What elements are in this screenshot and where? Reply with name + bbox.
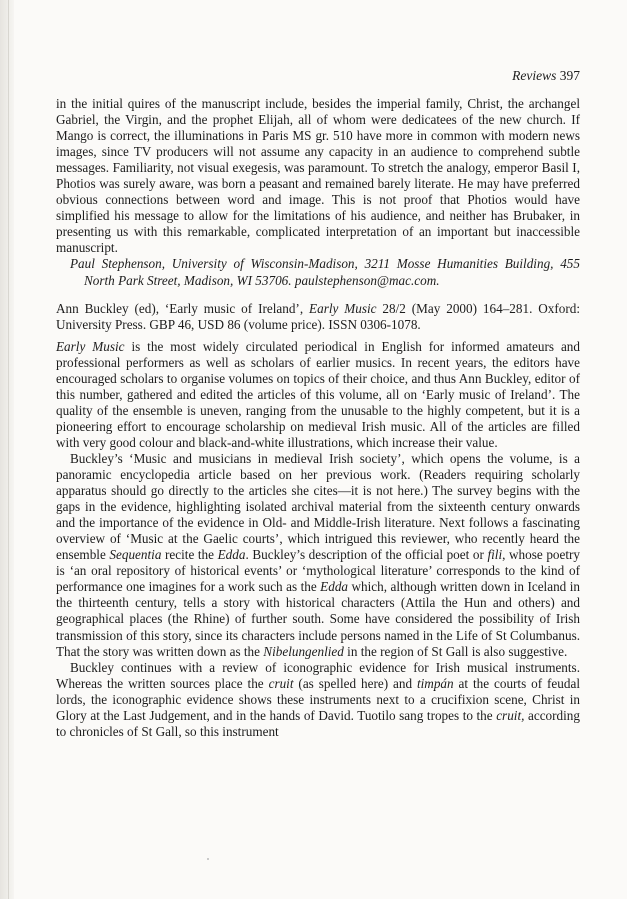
paragraph-text: (as spelled here) and xyxy=(293,675,417,691)
page-number: 397 xyxy=(559,68,580,83)
paragraph-text: is the most widely circulated periodical in English for informed amateurs and professional performers as well as scholars of earlier musics. In recent years, the editors have encouraged scholars to organise volumes on topics of their choice, and thus Ann Buckley, editor of this number, gathered and edited the articles of this volume, all on ‘Early music of Ireland’. The quality of the ensemble is uneven, ranging from the unusable to the highly competent, but it is a pioneering effort to encourage scholarship on medieval Irish music. All of the articles are filled with very good colour and black-and-white illustrations, which increase their value. xyxy=(56,338,580,450)
section-title: Reviews xyxy=(512,68,557,83)
scan-speck xyxy=(207,858,209,860)
paragraph-text: which, although written down in Iceland in the thirteenth century, tells a story with historical characters (Attila the Hun and others) and geographical places (the Rhine) of further south. Some have considered the possibility of Irish transmission of this story, since its characters include persons named in the Life of St Columbanus. That the story was written down as the xyxy=(56,579,580,659)
paragraph-text: Buckley continues with a review of iconographic evidence for Irish musical instruments. Whereas the written sources place the xyxy=(56,659,580,691)
journal-name: Early Music xyxy=(56,338,125,354)
review-paragraph-3 xyxy=(56,660,580,740)
review-paragraph-2 xyxy=(56,451,580,660)
paragraph-text: in the region of St Gall is also suggestive. xyxy=(343,643,568,659)
ensemble-name: Sequentia xyxy=(109,547,162,563)
paragraph-text: Buckley’s ‘Music and musicians in medieval Irish society’, which opens the volume, is a panoramic encyclopedia article based on her previous work. (Readers requiring scholarly apparatus should go directly to the articles she cites—it is not here.) The survey begins with the gaps in the evidence, highlighting isolated archival material from the sixteenth century onwards and the importance of the evidence in Old- and Middle-Irish literature. Next follows a fascinating overview of ‘Music at the Gaelic courts’, which intrigued this reviewer, who recently heard the ensemble xyxy=(56,450,580,563)
term-cruit: cruit xyxy=(268,675,294,691)
paragraph-text: recite the xyxy=(161,547,218,563)
review-reference xyxy=(56,301,580,333)
reference-details: 28/2 (May 2000) 164–281. Oxford: University Press. GBP 46, USD 86 (volume price). ISSN 0306-1078. xyxy=(56,300,581,332)
spacer xyxy=(56,289,580,301)
paragraph-text: according to chronicles of St Gall, so this instrument xyxy=(56,707,580,739)
term-fili: fili xyxy=(487,547,503,563)
running-head xyxy=(56,68,580,84)
paragraph-text: , whose poetry is ‘an oral repository of historical events’ or ‘mythological literature’ corresponds to the kind of performance one imagines for a work such as the xyxy=(56,547,581,595)
scan-gutter xyxy=(0,0,14,899)
paragraph-text: . Buckley’s description of the official poet or xyxy=(245,547,488,563)
term-cruit: cruit, xyxy=(496,707,525,723)
term-timpan: timpán xyxy=(416,675,454,691)
work-title: Nibelungenlied xyxy=(263,643,344,659)
review-paragraph-1 xyxy=(56,339,580,451)
page-body xyxy=(56,96,580,740)
reference-editor: Ann Buckley (ed), ‘Early music of Ireland’, xyxy=(56,300,304,316)
work-title: Edda xyxy=(217,547,246,563)
reviewer-affiliation: Paul Stephenson, University of Wisconsin-Madison, 3211 Mosse Humanities Building, 455 North Park Street, Madison, WI 53706. paulstephenson@mac.com. xyxy=(70,256,580,288)
paragraph-text: at the courts of feudal lords, the iconographic evidence shows these instruments next to a crucifixion scene, Christ in Glory at the Last Judgement, and in the hands of David. Tuotilo sang tropes to the xyxy=(56,675,580,723)
work-title: Edda xyxy=(320,579,349,595)
reference-journal: Early Music xyxy=(309,300,377,316)
continuation-paragraph: in the initial quires of the manuscript include, besides the imperial family, Christ, the archangel Gabriel, the Virgin, and the prophet Elijah, all of whom were dedicatees of the new church. If Mango is correct, the illuminations in Paris MS gr. 510 have more in common with modern news images, since TV producers will not assume any capacity in an audience to comprehend subtle messages. Familiarity, not visual exegesis, was paramount. To stretch the analogy, emperor Basil I, Photios was surely aware, was born a peasant and remained barely literate. He may have preferred obvious connections between word and image. This is not proof that Photios would have simplified his message to allow for the limitations of his audience, and neither has Brubaker, in presenting us with this remarkable, complicated interpretation of an important but inaccessible manuscript. xyxy=(56,96,580,256)
